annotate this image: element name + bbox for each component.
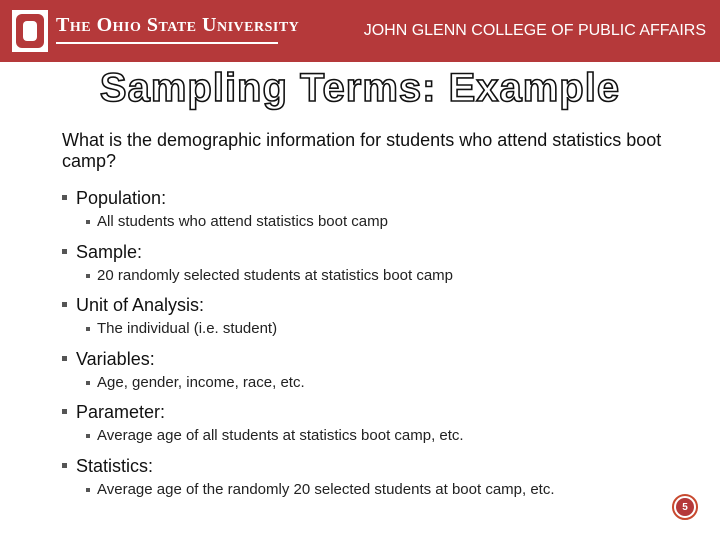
item-detail: Age, gender, income, race, etc. [97, 374, 305, 391]
sub-bullet-icon [86, 434, 90, 438]
bullet-icon [62, 356, 67, 361]
sub-bullet-icon [86, 220, 90, 224]
item-detail: All students who attend statistics boot camp [97, 213, 388, 230]
item-detail: Average age of the randomly 20 selected students at boot camp, etc. [97, 481, 555, 498]
bullet-icon [62, 249, 67, 254]
slide-title: Sampling Terms: Example [99, 66, 621, 110]
page-number-badge [672, 494, 698, 520]
item-label: Parameter: [76, 402, 166, 422]
item-detail: Average age of all students at statistics boot camp, etc. [97, 427, 464, 444]
sub-bullet-icon [86, 274, 90, 278]
header-bar [0, 0, 720, 62]
item-label: Sample: [76, 242, 143, 262]
item-label: Variables: [76, 349, 155, 369]
item-label: Unit of Analysis: [76, 295, 205, 315]
item-label: Statistics: [76, 456, 154, 476]
item-label: Population: [76, 188, 167, 208]
bullet-icon [62, 463, 67, 468]
item-detail: The individual (i.e. student) [97, 320, 278, 337]
university-name: The Ohio State University [56, 14, 300, 36]
college-name: JOHN GLENN COLLEGE OF PUBLIC AFFAIRS [363, 22, 706, 39]
item-detail: 20 randomly selected students at statistics boot camp [97, 267, 454, 284]
sub-bullet-icon [86, 488, 90, 492]
university-underline [56, 42, 278, 44]
bullet-icon [62, 409, 67, 414]
block-o-logo-icon [12, 10, 48, 52]
question-text: What is the demographic information for students who attend statistics boot camp? [62, 130, 662, 171]
bullet-icon [62, 302, 67, 307]
page-number: 5 [676, 498, 694, 516]
bullet-icon [62, 195, 67, 200]
sub-bullet-icon [86, 381, 90, 385]
sub-bullet-icon [86, 327, 90, 331]
header-divider [0, 62, 720, 64]
